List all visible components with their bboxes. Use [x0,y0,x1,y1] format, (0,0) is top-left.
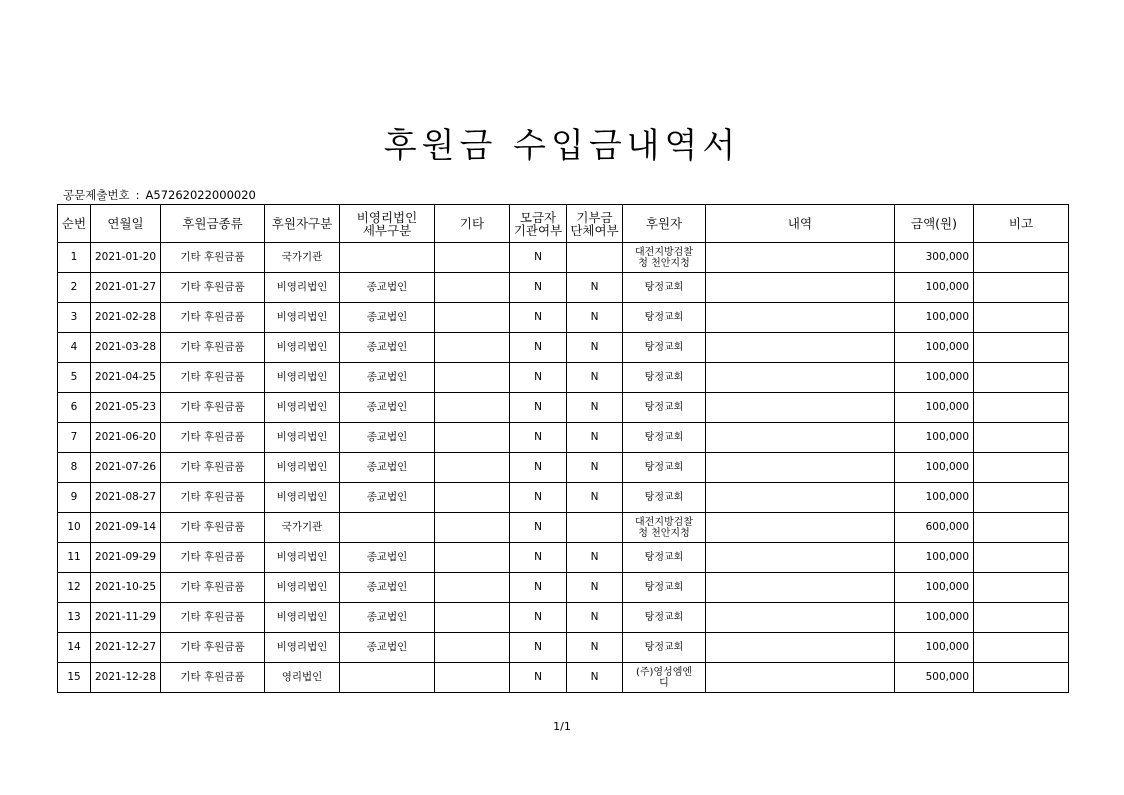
cell-type: 기타 후원금품 [161,513,265,543]
cell-amount: 100,000 [895,363,974,393]
col-header-detail: 내역 [706,205,895,243]
cell-fundraising: N [510,363,567,393]
cell-detail [706,633,895,663]
cell-etc [435,663,510,693]
cell-etc [435,333,510,363]
cell-seq: 7 [58,423,91,453]
cell-amount: 100,000 [895,393,974,423]
cell-detail [706,663,895,693]
cell-donor: 탕정교회 [623,543,706,573]
doc-number-separator: : [135,188,140,202]
cell-nonprofit-sub: 종교법인 [340,453,435,483]
table-row [58,363,1069,393]
cell-note [974,303,1069,333]
cell-donor: 탕정교회 [623,483,706,513]
cell-detail [706,363,895,393]
cell-donor-class: 국가기관 [265,243,340,273]
cell-nonprofit-sub: 종교법인 [340,333,435,363]
cell-donor: 대전지방검찰 청 천안지청 [623,513,706,543]
cell-type: 기타 후원금품 [161,543,265,573]
cell-detail [706,603,895,633]
cell-fundraising: N [510,393,567,423]
cell-type: 기타 후원금품 [161,423,265,453]
cell-seq: 2 [58,273,91,303]
cell-note [974,483,1069,513]
cell-detail [706,483,895,513]
cell-nonprofit-sub: 종교법인 [340,423,435,453]
cell-etc [435,543,510,573]
cell-donor: 탕정교회 [623,633,706,663]
cell-note [974,273,1069,303]
cell-group: N [567,273,623,303]
cell-donor-class: 비영리법인 [265,303,340,333]
cell-date: 2021-11-29 [91,603,161,633]
cell-etc [435,453,510,483]
cell-nonprofit-sub: 종교법인 [340,303,435,333]
cell-group [567,513,623,543]
cell-note [974,423,1069,453]
cell-group: N [567,483,623,513]
cell-nonprofit-sub: 종교법인 [340,483,435,513]
cell-note [974,453,1069,483]
cell-note [974,393,1069,423]
cell-donor-class: 비영리법인 [265,423,340,453]
cell-donor: 탕정교회 [623,363,706,393]
cell-date: 2021-01-27 [91,273,161,303]
cell-etc [435,363,510,393]
cell-group [567,243,623,273]
cell-donor: 대전지방검찰 청 천안지청 [623,243,706,273]
cell-type: 기타 후원금품 [161,453,265,483]
col-header-note: 비고 [974,205,1069,243]
cell-donor-class: 비영리법인 [265,363,340,393]
cell-etc [435,513,510,543]
cell-etc [435,303,510,333]
cell-amount: 100,000 [895,603,974,633]
donation-income-table [57,204,1069,693]
cell-etc [435,273,510,303]
cell-date: 2021-03-28 [91,333,161,363]
cell-date: 2021-04-25 [91,363,161,393]
cell-detail [706,573,895,603]
cell-type: 기타 후원금품 [161,243,265,273]
cell-type: 기타 후원금품 [161,273,265,303]
page-number: 1/1 [553,720,571,733]
cell-type: 기타 후원금품 [161,333,265,363]
cell-type: 기타 후원금품 [161,303,265,333]
cell-amount: 500,000 [895,663,974,693]
cell-type: 기타 후원금품 [161,633,265,663]
cell-donor: 탕정교회 [623,603,706,633]
table-row [58,303,1069,333]
cell-type: 기타 후원금품 [161,393,265,423]
cell-nonprofit-sub: 종교법인 [340,273,435,303]
cell-amount: 100,000 [895,303,974,333]
cell-group: N [567,363,623,393]
col-header-donor-class: 후원자구분 [265,205,340,243]
doc-number-value: A57262022000020 [145,188,256,202]
cell-note [974,333,1069,363]
cell-date: 2021-12-27 [91,633,161,663]
table-body [58,243,1069,693]
cell-note [974,543,1069,573]
cell-group: N [567,603,623,633]
cell-fundraising: N [510,543,567,573]
cell-seq: 1 [58,243,91,273]
cell-note [974,363,1069,393]
cell-seq: 10 [58,513,91,543]
col-header-group: 기부금 단체여부 [567,205,623,243]
cell-type: 기타 후원금품 [161,603,265,633]
cell-fundraising: N [510,333,567,363]
cell-amount: 100,000 [895,423,974,453]
cell-donor: 탕정교회 [623,273,706,303]
cell-fundraising: N [510,633,567,663]
cell-group: N [567,543,623,573]
cell-seq: 4 [58,333,91,363]
table-row [58,243,1069,273]
cell-donor-class: 비영리법인 [265,573,340,603]
cell-group: N [567,393,623,423]
cell-donor: 탕정교회 [623,333,706,363]
cell-note [974,243,1069,273]
cell-note [974,633,1069,663]
cell-amount: 100,000 [895,273,974,303]
table-row [58,603,1069,633]
cell-amount: 100,000 [895,333,974,363]
cell-note [974,513,1069,543]
table-row [58,393,1069,423]
cell-etc [435,423,510,453]
cell-donor: (주)영성엠엔 디 [623,663,706,693]
cell-date: 2021-06-20 [91,423,161,453]
cell-detail [706,423,895,453]
cell-note [974,573,1069,603]
cell-donor-class: 비영리법인 [265,273,340,303]
table-row [58,663,1069,693]
cell-date: 2021-09-14 [91,513,161,543]
cell-detail [706,303,895,333]
cell-seq: 11 [58,543,91,573]
cell-seq: 13 [58,603,91,633]
cell-seq: 15 [58,663,91,693]
cell-detail [706,453,895,483]
cell-donor: 탕정교회 [623,573,706,603]
document-title: 후원금 수입금내역서 [383,126,741,166]
cell-fundraising: N [510,453,567,483]
cell-fundraising: N [510,303,567,333]
cell-fundraising: N [510,663,567,693]
cell-date: 2021-08-27 [91,483,161,513]
col-header-amount: 금액(원) [895,205,974,243]
cell-fundraising: N [510,603,567,633]
cell-group: N [567,663,623,693]
cell-date: 2021-10-25 [91,573,161,603]
cell-nonprofit-sub: 종교법인 [340,393,435,423]
col-header-donor: 후원자 [623,205,706,243]
cell-donor-class: 영리법인 [265,663,340,693]
cell-fundraising: N [510,423,567,453]
cell-amount: 100,000 [895,483,974,513]
doc-number-label: 공문제출번호 [63,188,130,202]
cell-amount: 100,000 [895,573,974,603]
cell-donor-class: 비영리법인 [265,333,340,363]
cell-date: 2021-07-26 [91,453,161,483]
cell-nonprofit-sub: 종교법인 [340,603,435,633]
cell-donor: 탕정교회 [623,453,706,483]
cell-group: N [567,633,623,663]
col-header-etc: 기타 [435,205,510,243]
cell-detail [706,333,895,363]
col-header-fundraising: 모금자 기관여부 [510,205,567,243]
cell-group: N [567,333,623,363]
col-header-seq: 순번 [58,205,91,243]
cell-note [974,663,1069,693]
col-header-date: 연월일 [91,205,161,243]
cell-seq: 9 [58,483,91,513]
cell-seq: 8 [58,453,91,483]
cell-fundraising: N [510,483,567,513]
cell-nonprofit-sub: 종교법인 [340,633,435,663]
cell-detail [706,543,895,573]
col-header-nonprofit-sub: 비영리법인 세부구분 [340,205,435,243]
cell-date: 2021-02-28 [91,303,161,333]
cell-etc [435,483,510,513]
doc-number-line [63,187,256,203]
table-row [58,453,1069,483]
cell-note [974,603,1069,633]
table-row [58,333,1069,363]
cell-amount: 600,000 [895,513,974,543]
cell-detail [706,273,895,303]
cell-etc [435,243,510,273]
table-row [58,423,1069,453]
cell-detail [706,243,895,273]
cell-etc [435,393,510,423]
cell-group: N [567,303,623,333]
cell-seq: 3 [58,303,91,333]
cell-type: 기타 후원금품 [161,573,265,603]
cell-donor-class: 비영리법인 [265,603,340,633]
cell-donor-class: 비영리법인 [265,393,340,423]
col-header-type: 후원금종류 [161,205,265,243]
cell-nonprofit-sub: 종교법인 [340,573,435,603]
cell-donor: 탕정교회 [623,423,706,453]
table-row [58,543,1069,573]
cell-donor-class: 비영리법인 [265,453,340,483]
cell-donor: 탕정교회 [623,303,706,333]
cell-group: N [567,453,623,483]
cell-date: 2021-09-29 [91,543,161,573]
cell-donor-class: 국가기관 [265,513,340,543]
cell-type: 기타 후원금품 [161,663,265,693]
cell-donor: 탕정교회 [623,393,706,423]
cell-nonprofit-sub: 종교법인 [340,543,435,573]
cell-date: 2021-05-23 [91,393,161,423]
cell-nonprofit-sub [340,243,435,273]
cell-amount: 100,000 [895,453,974,483]
cell-donor-class: 비영리법인 [265,483,340,513]
table-row [58,273,1069,303]
cell-donor-class: 비영리법인 [265,633,340,663]
cell-type: 기타 후원금품 [161,363,265,393]
cell-etc [435,573,510,603]
cell-detail [706,393,895,423]
cell-seq: 6 [58,393,91,423]
table-header-row [58,205,1069,243]
table-row [58,483,1069,513]
cell-fundraising: N [510,513,567,543]
cell-etc [435,633,510,663]
cell-group: N [567,573,623,603]
cell-amount: 100,000 [895,543,974,573]
cell-fundraising: N [510,573,567,603]
cell-etc [435,603,510,633]
cell-seq: 14 [58,633,91,663]
table-row [58,513,1069,543]
cell-nonprofit-sub [340,513,435,543]
cell-date: 2021-01-20 [91,243,161,273]
cell-donor-class: 비영리법인 [265,543,340,573]
cell-amount: 300,000 [895,243,974,273]
table-row [58,633,1069,663]
table-row [58,573,1069,603]
cell-type: 기타 후원금품 [161,483,265,513]
cell-group: N [567,423,623,453]
cell-amount: 100,000 [895,633,974,663]
cell-detail [706,513,895,543]
cell-seq: 12 [58,573,91,603]
cell-fundraising: N [510,243,567,273]
cell-nonprofit-sub: 종교법인 [340,363,435,393]
cell-fundraising: N [510,273,567,303]
cell-nonprofit-sub [340,663,435,693]
cell-seq: 5 [58,363,91,393]
cell-date: 2021-12-28 [91,663,161,693]
